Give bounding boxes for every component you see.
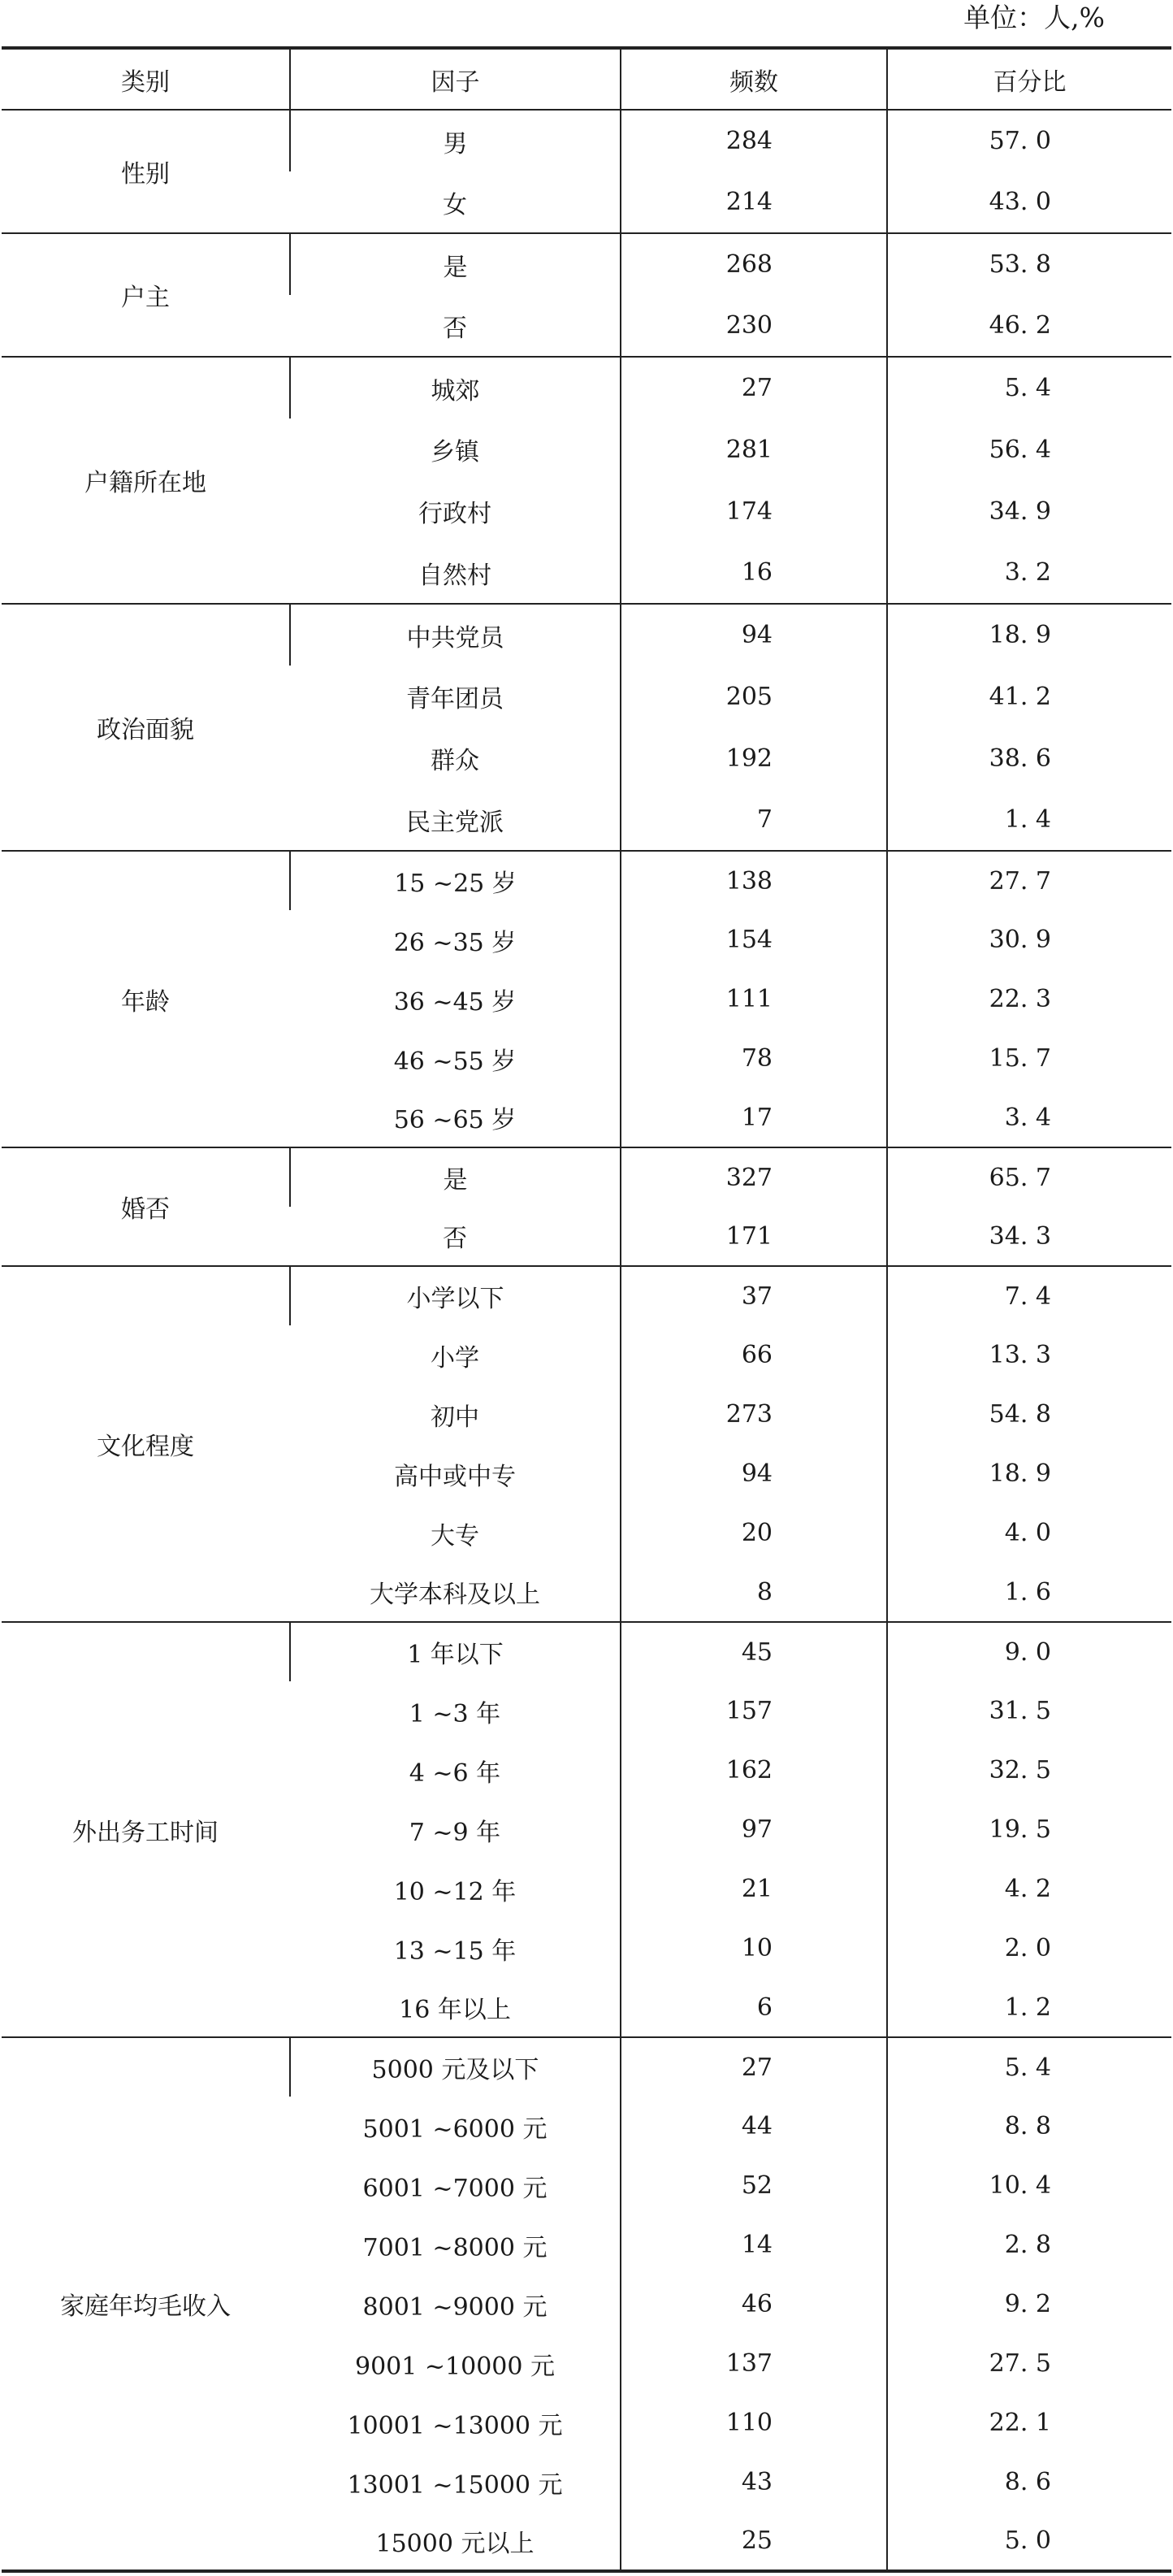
percentage-cell: 2. 0: [887, 1919, 1171, 1978]
frequency-cell: 97: [621, 1800, 887, 1859]
factor-cell: 是: [290, 233, 621, 295]
percentage-cell: 30. 9: [887, 910, 1171, 969]
frequency-cell: 37: [621, 1266, 887, 1325]
frequency-cell: 284: [621, 110, 887, 171]
percentage-cell: 18. 9: [887, 604, 1171, 666]
table-row: [2, 110, 1171, 171]
factor-cell: 中共党员: [290, 604, 621, 666]
table-row: [2, 233, 1171, 295]
factor-cell: 初中: [431, 1403, 479, 1432]
factor-cell: 小学: [431, 1343, 479, 1373]
factor-cell: 小学以下: [290, 1266, 621, 1325]
frequency-cell: 111: [621, 969, 887, 1029]
factor-cell: 4 ~6 年: [409, 1759, 501, 1788]
frequency-cell: 110: [621, 2393, 887, 2452]
percentage-cell: 22. 3: [887, 969, 1171, 1029]
category-cell: 户主: [2, 233, 290, 357]
table-row: [2, 357, 1171, 418]
factor-cell: 10001 ~13000 元: [347, 2411, 563, 2440]
statistics-table: [2, 46, 1171, 2573]
factor-cell: 否: [290, 295, 621, 357]
table-row: [2, 851, 1171, 910]
category-cell: 家庭年均毛收入: [2, 2037, 290, 2571]
factor-cell: 否: [290, 1207, 621, 1266]
percentage-cell: 18. 9: [887, 1444, 1171, 1503]
factor-cell: 自然村: [290, 542, 621, 604]
unit-note: 单位：人,%: [963, 2, 1105, 33]
factor-cell: 13001 ~15000 元: [347, 2470, 563, 2500]
percentage-cell: 32. 5: [887, 1741, 1171, 1800]
factor-cell: 26 ~35 岁: [393, 928, 517, 957]
category-cell: 年龄: [2, 851, 290, 1147]
percentage-cell: 4. 2: [887, 1859, 1171, 1919]
percentage-cell: 1. 6: [887, 1563, 1171, 1622]
percentage-cell: 27. 5: [887, 2334, 1171, 2393]
frequency-cell: 6: [621, 1978, 887, 2037]
percentage-cell: 41. 2: [887, 666, 1171, 727]
table-row: [2, 1622, 1171, 1681]
frequency-cell: 94: [621, 604, 887, 666]
factor-cell: 5000 元及以下: [290, 2037, 621, 2097]
percentage-cell: 22. 1: [887, 2393, 1171, 2452]
frequency-cell: 174: [621, 480, 887, 542]
frequency-cell: 27: [621, 2037, 887, 2097]
factor-cell: 7 ~9 年: [409, 1818, 501, 1847]
frequency-cell: 8: [621, 1563, 887, 1622]
category-cell: 性别: [2, 110, 290, 233]
table-row: [2, 1266, 1171, 1325]
frequency-cell: 137: [621, 2334, 887, 2393]
factor-cell: 大学本科及以上: [290, 1563, 621, 1622]
category-cell: 文化程度: [2, 1266, 290, 1622]
frequency-cell: 10: [621, 1919, 887, 1978]
factor-cell: 1 年以下: [290, 1622, 621, 1681]
percentage-cell: 5. 4: [887, 2037, 1171, 2097]
percentage-cell: 5. 4: [887, 357, 1171, 418]
percentage-cell: 56. 4: [887, 418, 1171, 480]
header-frequency: 频数: [621, 48, 887, 110]
frequency-cell: 214: [621, 171, 887, 233]
header-row: [2, 48, 1171, 110]
factor-cell: 13 ~15 年: [393, 1936, 517, 1966]
header-factor: 因子: [290, 48, 621, 110]
percentage-cell: 15. 7: [887, 1029, 1171, 1088]
factor-cell: 行政村: [418, 500, 491, 528]
frequency-cell: 25: [621, 2512, 887, 2571]
percentage-cell: 9. 0: [887, 1622, 1171, 1681]
category-cell: 外出务工时间: [2, 1622, 290, 2037]
frequency-cell: 273: [621, 1385, 887, 1444]
factor-cell: 5001 ~6000 元: [362, 2114, 548, 2144]
frequency-cell: 52: [621, 2156, 887, 2215]
factor-cell: 城郊: [290, 357, 621, 418]
percentage-cell: 10. 4: [887, 2156, 1171, 2215]
percentage-cell: 34. 3: [887, 1207, 1171, 1266]
percentage-cell: 19. 5: [887, 1800, 1171, 1859]
table-body: [2, 110, 1171, 2571]
frequency-cell: 27: [621, 357, 887, 418]
factor-cell: 1 ~3 年: [409, 1699, 501, 1728]
frequency-cell: 14: [621, 2215, 887, 2275]
factor-cell: 大专: [431, 1521, 479, 1550]
table-row: [2, 2037, 1171, 2097]
frequency-cell: 327: [621, 1147, 887, 1207]
frequency-cell: 16: [621, 542, 887, 604]
frequency-cell: 46: [621, 2275, 887, 2334]
table-row: [2, 1147, 1171, 1207]
table-row: [2, 604, 1171, 666]
factor-cell: 8001 ~9000 元: [362, 2292, 548, 2322]
percentage-cell: 8. 8: [887, 2097, 1171, 2156]
factor-cell: 女: [290, 171, 621, 233]
factor-cell: 是: [290, 1147, 621, 1207]
factor-cell: 男: [290, 110, 621, 171]
percentage-cell: 46. 2: [887, 295, 1171, 357]
percentage-cell: 9. 2: [887, 2275, 1171, 2334]
table-header: [2, 48, 1171, 110]
frequency-cell: 171: [621, 1207, 887, 1266]
factor-cell: 15000 元以上: [290, 2512, 621, 2571]
frequency-cell: 17: [621, 1088, 887, 1147]
percentage-cell: 8. 6: [887, 2452, 1171, 2512]
factor-cell: 56 ~65 岁: [290, 1088, 621, 1147]
frequency-cell: 138: [621, 851, 887, 910]
frequency-cell: 268: [621, 233, 887, 295]
frequency-cell: 7: [621, 789, 887, 851]
percentage-cell: 1. 2: [887, 1978, 1171, 2037]
header-category: 类别: [2, 48, 290, 110]
frequency-cell: 205: [621, 666, 887, 727]
percentage-cell: 31. 5: [887, 1681, 1171, 1741]
percentage-cell: 3. 4: [887, 1088, 1171, 1147]
frequency-cell: 20: [621, 1503, 887, 1563]
percentage-cell: 54. 8: [887, 1385, 1171, 1444]
percentage-cell: 5. 0: [887, 2512, 1171, 2571]
frequency-cell: 94: [621, 1444, 887, 1503]
frequency-cell: 230: [621, 295, 887, 357]
frequency-cell: 157: [621, 1681, 887, 1741]
frequency-cell: 21: [621, 1859, 887, 1919]
percentage-cell: 43. 0: [887, 171, 1171, 233]
header-percentage: 百分比: [887, 48, 1171, 110]
percentage-cell: 34. 9: [887, 480, 1171, 542]
frequency-cell: 192: [621, 727, 887, 789]
percentage-cell: 53. 8: [887, 233, 1171, 295]
factor-cell: 青年团员: [406, 685, 504, 713]
factor-cell: 16 年以上: [290, 1978, 621, 2037]
factor-cell: 民主党派: [290, 789, 621, 851]
factor-cell: 乡镇: [431, 438, 479, 466]
factor-cell: 群众: [431, 747, 479, 775]
frequency-cell: 44: [621, 2097, 887, 2156]
percentage-cell: 1. 4: [887, 789, 1171, 851]
factor-cell: 46 ~55 岁: [393, 1047, 517, 1076]
factor-cell: 6001 ~7000 元: [362, 2174, 548, 2203]
percentage-cell: 3. 2: [887, 542, 1171, 604]
percentage-cell: 2. 8: [887, 2215, 1171, 2275]
factor-cell: 15 ~25 岁: [290, 851, 621, 910]
percentage-cell: 57. 0: [887, 110, 1171, 171]
category-cell: 婚否: [2, 1147, 290, 1266]
percentage-cell: 7. 4: [887, 1266, 1171, 1325]
frequency-cell: 66: [621, 1325, 887, 1385]
percentage-cell: 65. 7: [887, 1147, 1171, 1207]
percentage-cell: 38. 6: [887, 727, 1171, 789]
factor-cell: 9001 ~10000 元: [355, 2352, 555, 2381]
factor-cell: 7001 ~8000 元: [362, 2233, 548, 2262]
factor-cell: 36 ~45 岁: [393, 987, 517, 1017]
frequency-cell: 154: [621, 910, 887, 969]
percentage-cell: 27. 7: [887, 851, 1171, 910]
category-cell: 户籍所在地: [2, 357, 290, 604]
frequency-cell: 45: [621, 1622, 887, 1681]
frequency-cell: 78: [621, 1029, 887, 1088]
factor-cell: 高中或中专: [394, 1462, 516, 1491]
percentage-cell: 13. 3: [887, 1325, 1171, 1385]
frequency-cell: 281: [621, 418, 887, 480]
frequency-cell: 162: [621, 1741, 887, 1800]
frequency-cell: 43: [621, 2452, 887, 2512]
factor-cell: 10 ~12 年: [393, 1877, 517, 1906]
category-cell: 政治面貌: [2, 604, 290, 851]
percentage-cell: 4. 0: [887, 1503, 1171, 1563]
